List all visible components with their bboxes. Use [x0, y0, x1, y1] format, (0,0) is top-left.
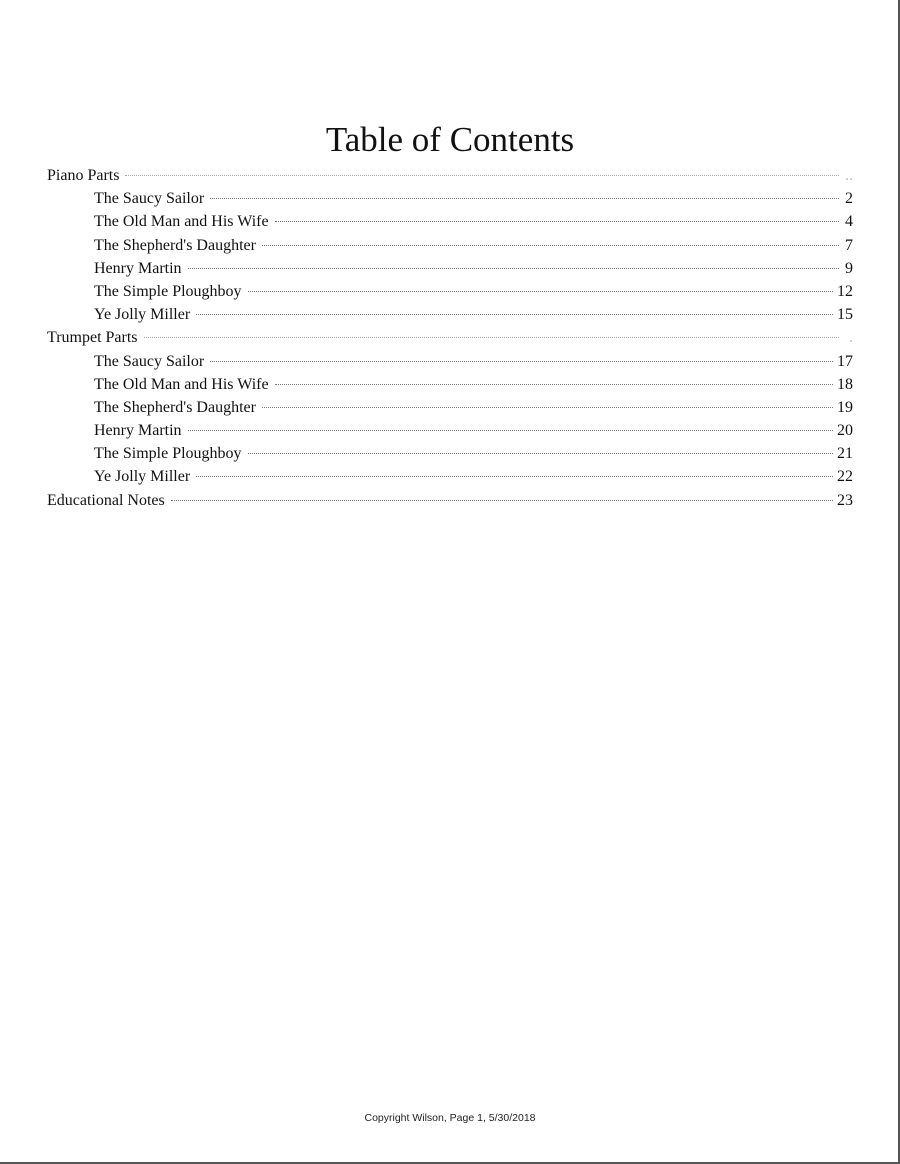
toc-dot-leader — [275, 384, 833, 385]
toc-entry-label: The Shepherd's Daughter — [94, 398, 256, 416]
toc-entry-label: The Old Man and His Wife — [94, 213, 269, 231]
toc-entry-label: Educational Notes — [47, 491, 165, 509]
toc-entry-label: Henry Martin — [94, 259, 182, 277]
toc-dot-leader — [171, 500, 833, 501]
toc-entry-label: The Simple Ploughboy — [94, 282, 242, 300]
toc-section[interactable] — [47, 164, 853, 187]
toc-entry-label: The Saucy Sailor — [94, 352, 205, 370]
toc-entry[interactable] — [47, 419, 853, 442]
toc-entry[interactable] — [47, 465, 853, 488]
toc-section[interactable] — [47, 326, 853, 349]
toc-entry[interactable] — [47, 257, 853, 280]
toc-page-number: 22 — [837, 468, 853, 486]
toc-dot-leader — [262, 245, 839, 246]
toc-entry[interactable] — [47, 280, 853, 303]
toc-dot-leader — [275, 221, 839, 222]
toc-entry-label: Trumpet Parts — [47, 329, 138, 347]
toc-entry[interactable] — [47, 350, 853, 373]
toc-entry-label: The Shepherd's Daughter — [94, 236, 256, 254]
toc-dot-leader — [188, 430, 833, 431]
toc-dot-leader — [125, 175, 839, 176]
toc-entry-label: The Old Man and His Wife — [94, 375, 269, 393]
toc-section[interactable] — [47, 489, 853, 512]
toc-page-number: 12 — [837, 282, 853, 300]
toc-entry-label: The Saucy Sailor — [94, 190, 205, 208]
toc-dot-leader — [188, 268, 839, 269]
toc-page-number: 9 — [845, 259, 853, 277]
toc-dot-leader — [248, 453, 833, 454]
toc-dot-leader — [196, 314, 833, 315]
toc-entry[interactable] — [47, 210, 853, 233]
toc-entry-label: The Simple Ploughboy — [94, 445, 242, 463]
toc-page-number: 20 — [837, 422, 853, 440]
toc-page-number: 23 — [837, 491, 853, 509]
toc-page-number: . — [849, 329, 853, 347]
toc-entry-label: Ye Jolly Miller — [94, 468, 191, 486]
table-of-contents — [47, 164, 853, 512]
toc-dot-leader — [262, 407, 833, 408]
toc-entry[interactable] — [47, 373, 853, 396]
toc-dot-leader — [144, 337, 839, 338]
toc-dot-leader — [248, 291, 833, 292]
toc-page-number: .. — [845, 167, 853, 184]
toc-entry[interactable] — [47, 234, 853, 257]
toc-page-number: 18 — [837, 375, 853, 393]
toc-entry-label: Henry Martin — [94, 422, 182, 440]
toc-page-number: 19 — [837, 398, 853, 416]
toc-page-number: 4 — [845, 213, 853, 231]
toc-entry-label: Ye Jolly Miller — [94, 306, 191, 324]
toc-entry[interactable] — [47, 303, 853, 326]
toc-page-number: 2 — [845, 190, 853, 208]
toc-entry[interactable] — [47, 442, 853, 465]
toc-dot-leader — [210, 198, 839, 199]
toc-page-number: 17 — [837, 352, 853, 370]
toc-entry[interactable] — [47, 396, 853, 419]
toc-entry-label: Piano Parts — [47, 167, 120, 184]
toc-page-number: 15 — [837, 306, 853, 324]
toc-page-number: 7 — [845, 236, 853, 254]
toc-dot-leader — [210, 361, 833, 362]
page-title: Table of Contents — [325, 120, 575, 159]
toc-entry[interactable] — [47, 187, 853, 210]
toc-dot-leader — [196, 476, 833, 477]
toc-page-number: 21 — [837, 445, 853, 463]
page-footer: Copyright Wilson, Page 1, 5/30/2018 — [364, 1112, 536, 1124]
